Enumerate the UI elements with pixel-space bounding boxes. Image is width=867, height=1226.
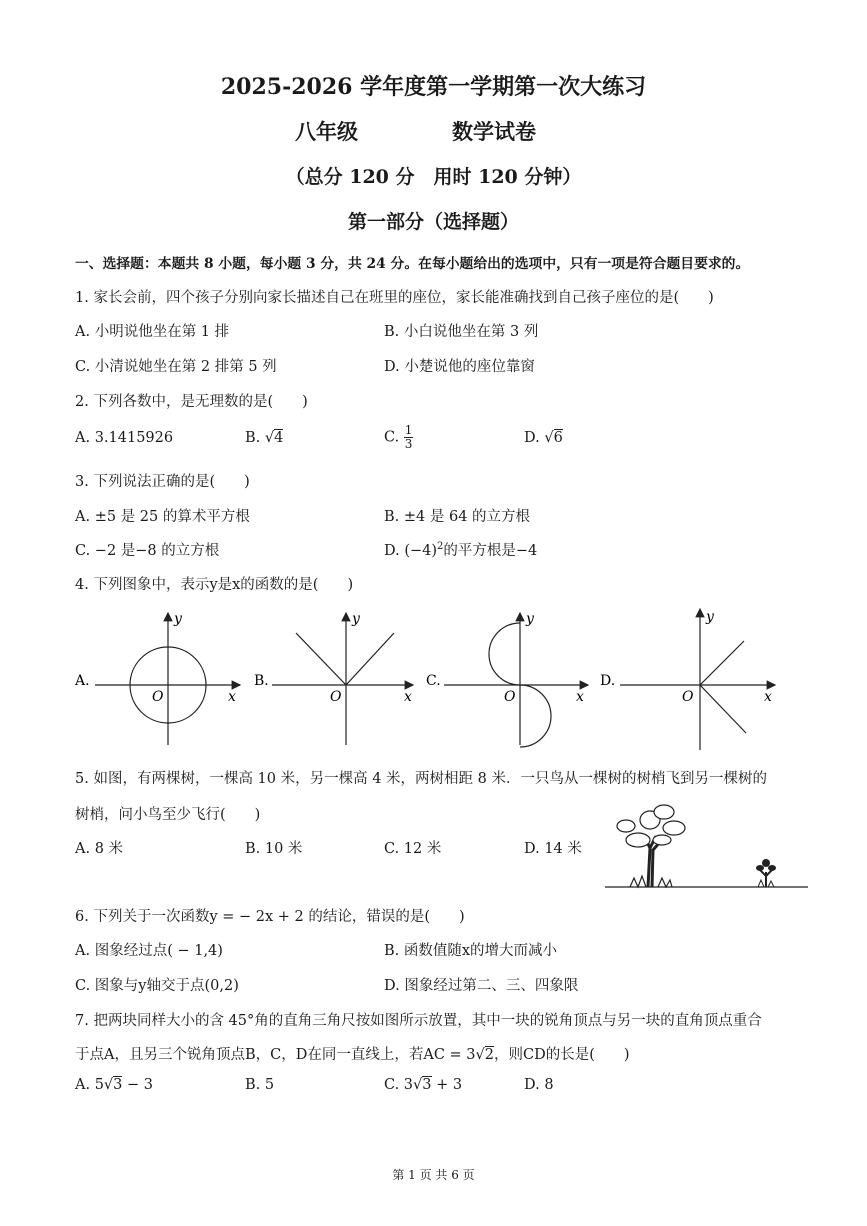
q6-option-a: A. 图象经过点( − 1,4) (75, 943, 223, 959)
q6-stem: 6. 下列关于一次函数y = − 2x + 2 的结论，错误的是( ) (75, 909, 465, 925)
graph-b-v-shape (254, 611, 413, 745)
svg-text:A.: A. (75, 673, 90, 689)
q1-stem: 1. 家长会前，四个孩子分别向家长描述自己在班里的座位，家长能准确找到自己孩子座位的是( ) (75, 290, 714, 306)
q4-graphs (70, 605, 820, 755)
svg-text:B.: B. (254, 673, 269, 689)
q3-stem: 3. 下列说法正确的是( ) (75, 474, 250, 490)
q5-option-c: C. 12 米 (384, 841, 442, 857)
subject-label: 数学试卷 (452, 119, 536, 144)
q3-option-c: C. −2 是−8 的立方根 (75, 543, 220, 559)
q3-option-b: B. ±4 是 64 的立方根 (384, 509, 531, 525)
svg-text:y: y (352, 611, 360, 627)
q5-stem-line2: 树梢，问小鸟至少飞行( ) (75, 807, 261, 823)
section-heading: 一、选择题：本题共 8 小题，每小题 3 分，共 24 分。在每小题给出的选项中，只有一项是符合题目要求的。 (75, 256, 750, 272)
svg-text:C.: C. (426, 673, 441, 689)
q2-stem: 2. 下列各数中，是无理数的是( ) (75, 394, 308, 410)
q7-option-a: A. 5√3 − 3 (75, 1077, 153, 1093)
exam-title: 2025-2026 学年度第一学期第一次大练习 (220, 74, 647, 100)
q2-option-d: D. √6 (524, 430, 563, 446)
q2-option-b: B. √4 (245, 430, 284, 446)
q6-option-c: C. 图象与y轴交于点(0,2) (75, 978, 239, 994)
svg-text:O: O (682, 689, 694, 705)
q7-stem-line2: 于点A，且另三个锐角顶点B，C，D在同一直线上，若AC = 3√2，则CD的长是( ) (75, 1047, 630, 1063)
q1-option-c: C. 小清说她坐在第 2 排第 5 列 (75, 359, 277, 375)
svg-text:O: O (152, 689, 164, 705)
graph-c-semicircles (426, 611, 588, 747)
svg-text:y: y (174, 611, 182, 627)
q2-option-a: A. 3.1415926 (75, 430, 174, 446)
svg-text:O: O (504, 689, 516, 705)
page-number: 第 1 页 共 6 页 (392, 1168, 475, 1182)
svg-text:y: y (706, 609, 714, 625)
svg-text:x: x (764, 689, 772, 705)
q1-option-d: D. 小楚说他的座位靠窗 (384, 359, 535, 375)
svg-text:x: x (228, 689, 236, 705)
svg-text:O: O (330, 689, 342, 705)
svg-text:x: x (576, 689, 584, 705)
q1-option-b: B. 小白说他坐在第 3 列 (384, 324, 539, 340)
grade-label: 八年级 (295, 119, 358, 144)
graph-d-rays (600, 609, 775, 750)
q7-stem-line1: 7. 把两块同样大小的含 45°角的直角三角尺按如图所示放置，其中一块的锐角顶点与另一块的直角顶点重合 (75, 1013, 762, 1029)
q5-option-b: B. 10 米 (245, 841, 303, 857)
q5-option-d: D. 14 米 (524, 841, 582, 857)
exam-info: （总分 120 分 用时 120 分钟） (285, 166, 582, 188)
q2-option-c: C. $\frac{1}{3}$ (384, 423, 413, 451)
two-trees-figure (600, 800, 810, 892)
part-title: 第一部分（选择题） (347, 211, 519, 233)
q7-option-c: C. 3√3 + 3 (384, 1077, 463, 1093)
svg-text:x: x (404, 689, 412, 705)
graph-a-circle (74, 611, 240, 745)
svg-text:y: y (526, 611, 534, 627)
q6-option-d: D. 图象经过第二、三、四象限 (384, 978, 579, 994)
q4-stem: 4. 下列图象中，表示y是x的函数的是( ) (75, 577, 354, 593)
q3-option-d: D. $(-4)^2$的平方根是−4 (384, 541, 538, 559)
q1-option-a: A. 小明说他坐在第 1 排 (75, 324, 230, 340)
svg-text:D.: D. (600, 673, 616, 689)
q7-option-b: B. 5 (245, 1077, 275, 1093)
q5-option-a: A. 8 米 (75, 841, 124, 857)
q3-option-a: A. ±5 是 25 的算术平方根 (75, 509, 250, 525)
q5-stem-line1: 5. 如图，有两棵树，一棵高 10 米，另一棵高 4 米，两树相距 8 米．一只鸟从一棵树的树梢飞到另一棵树的 (75, 771, 767, 787)
q6-option-b: B. 函数值随x的增大而减小 (384, 943, 558, 959)
q7-option-d: D. 8 (524, 1077, 554, 1093)
